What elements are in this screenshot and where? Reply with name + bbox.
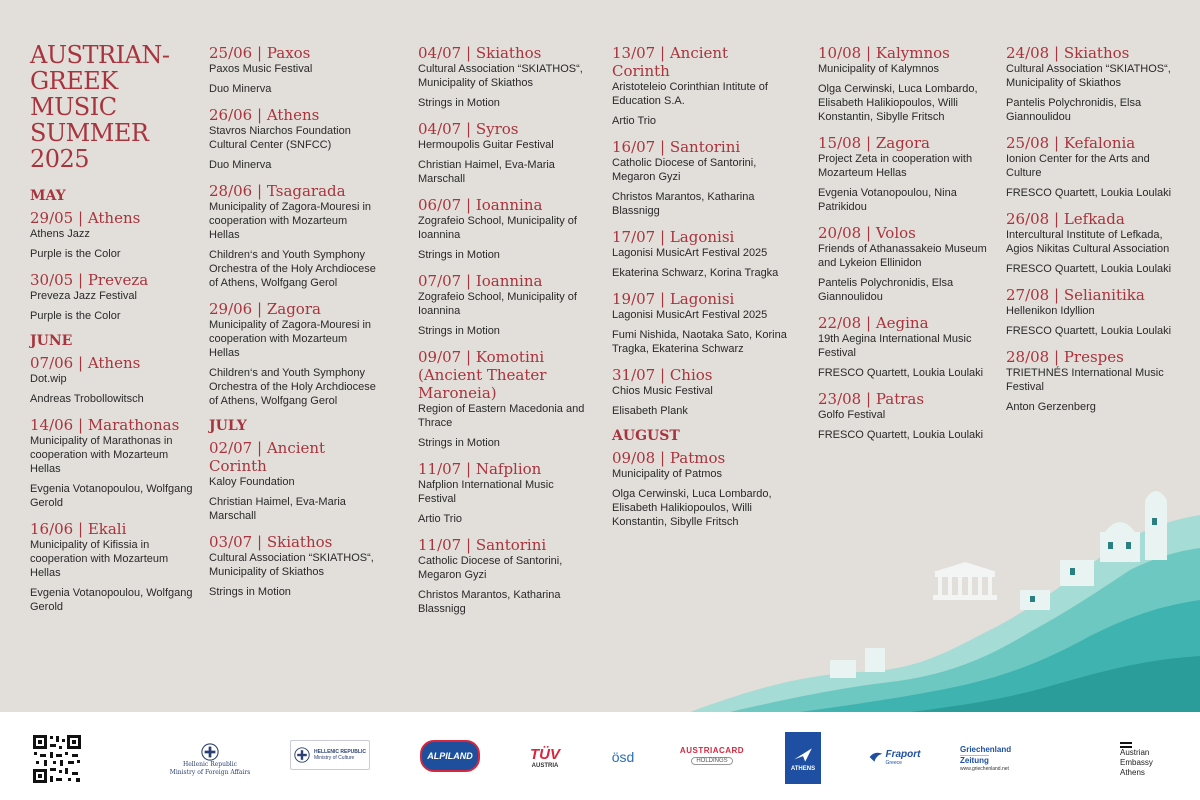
event-venue: Zografeio School, Municipality of Ioannina (418, 291, 577, 317)
event-entry (418, 348, 593, 450)
event-entry (209, 106, 379, 172)
date-separator: | (252, 300, 267, 318)
qr-code[interactable] (32, 734, 82, 784)
austriacard-sub: HOLDINGS (691, 757, 732, 765)
logo-alpiland (420, 740, 480, 772)
event-heading (30, 209, 200, 227)
event-date: 09/08 (612, 449, 656, 467)
event-heading (418, 536, 593, 554)
event-heading (418, 44, 593, 62)
event-entry (418, 44, 593, 110)
date-separator: | (461, 120, 476, 138)
event-performers: Anton Gerzenberg (1006, 401, 1096, 413)
event-entry (209, 44, 379, 96)
event-list (1006, 44, 1182, 414)
event-entry (612, 366, 790, 418)
event-venue: Paxos Music Festival (209, 63, 313, 75)
event-venue: Zografeio School, Municipality of Ioannina (418, 215, 577, 241)
date-separator: | (861, 44, 876, 62)
event-performers: Strings in Motion (418, 249, 500, 261)
event-entry (818, 44, 988, 124)
event-entry (818, 224, 988, 304)
event-date: 26/06 (209, 106, 253, 124)
event-date: 04/07 (418, 120, 462, 138)
event-entry (1006, 286, 1182, 338)
event-venue: Catholic Diocese of Santorini, Megaron Gyzi (418, 555, 563, 581)
event-performers: FRESCO Quartett, Loukia Loulaki (1006, 325, 1172, 337)
date-separator: | (461, 44, 476, 62)
event-date: 25/08 (1006, 134, 1050, 152)
logo-austriacard (680, 740, 744, 770)
event-list (612, 44, 790, 529)
event-venue: Aristoteleio Corinthian Intitute of Education S.A. (612, 81, 768, 107)
month-heading: MAY (30, 188, 66, 204)
event-venue: Cultural Association “SKIATHOS“, Municipality of Skiathos (1006, 63, 1171, 89)
event-heading (209, 533, 379, 551)
event-place: Skiathos (1063, 44, 1130, 62)
event-performers: FRESCO Quartett, Loukia Loulaki (818, 367, 984, 379)
event-date: 22/08 (818, 314, 862, 332)
embassy-line3: Athens (1120, 768, 1145, 777)
event-venue: Athens Jazz (30, 228, 90, 240)
event-performers: Duo Minerva (209, 83, 272, 95)
event-performers: Evgenia Votanopoulou, Wolfgang Gerold (30, 483, 193, 509)
event-entry (30, 271, 200, 323)
event-date: 28/08 (1006, 348, 1050, 366)
event-place: Volos (875, 224, 916, 242)
event-heading (612, 290, 790, 308)
event-venue: Municipality of Zagora-Mouresi in cooperation with Mozarteum Hellas (209, 319, 372, 359)
event-entry (1006, 348, 1182, 414)
event-place: Lefkada (1063, 210, 1125, 228)
event-heading (418, 460, 593, 478)
date-separator: | (73, 271, 88, 289)
logo-griechenland-zeitung (960, 740, 1032, 776)
event-performers: Christian Haimel, Eva-Maria Marschall (418, 159, 555, 185)
column-6 (1006, 44, 1182, 424)
event-heading (30, 354, 200, 372)
event-entry (1006, 44, 1182, 124)
fraport-brand: Fraport (885, 748, 921, 760)
event-entry (612, 138, 790, 218)
event-performers: Purple is the Color (30, 310, 121, 322)
event-date: 24/08 (1006, 44, 1050, 62)
title-line: 2025 (30, 145, 90, 173)
event-date: 23/08 (818, 390, 862, 408)
poster-title (30, 42, 200, 172)
event-date: 20/08 (818, 224, 862, 242)
event-venue: Ionion Center for the Arts and Culture (1006, 153, 1150, 179)
date-separator: | (655, 228, 670, 246)
event-entry (418, 460, 593, 526)
moc-line1: HELLENIC REPUBLIC (314, 749, 366, 755)
event-entry (1006, 134, 1182, 200)
event-place: Lagonisi (669, 290, 735, 308)
event-heading (30, 520, 200, 538)
logo-ministry-culture (290, 740, 370, 770)
embassy-line1: Austrian (1120, 748, 1150, 757)
event-performers: FRESCO Quartett, Loukia Loulaki (1006, 187, 1172, 199)
event-venue: Dot.wip (30, 373, 67, 385)
event-entry (1006, 210, 1182, 276)
event-heading (209, 182, 379, 200)
embassy-line2: Embassy (1120, 758, 1153, 767)
event-venue: Lagonisi MusicArt Festival 2025 (612, 247, 768, 259)
date-separator: | (73, 520, 88, 538)
event-performers: Christos Marantos, Katharina Blassnigg (612, 191, 755, 217)
acropolis-icon (933, 562, 997, 600)
event-heading (612, 228, 790, 246)
event-venue: TRIETHNÉS International Music Festival (1006, 367, 1164, 393)
greek-emblem-icon (294, 747, 310, 763)
event-place: Patmos (669, 449, 726, 467)
month-heading: JULY (209, 418, 247, 434)
logo-athens-airport (785, 732, 821, 784)
event-heading (418, 120, 593, 138)
logo-austrian-embassy (1120, 740, 1180, 780)
event-place: Paxos (266, 44, 311, 62)
event-venue: Municipality of Kifissia in cooperation with Mozarteum Hellas (30, 539, 169, 579)
event-venue: Municipality of Patmos (612, 468, 723, 480)
greek-emblem-icon (201, 743, 219, 761)
event-heading (1006, 134, 1182, 152)
event-date: 10/08 (818, 44, 862, 62)
event-entry (209, 182, 379, 290)
event-heading (418, 348, 593, 402)
event-date: 16/07 (612, 138, 656, 156)
event-list (818, 44, 988, 442)
event-heading (418, 196, 593, 214)
event-heading (209, 106, 379, 124)
event-place: Nafplion (475, 460, 542, 478)
event-place: Ioannina (475, 196, 543, 214)
date-separator: | (655, 138, 670, 156)
event-place: Athens (87, 354, 141, 372)
event-date: 02/07 (209, 439, 253, 457)
event-venue: Cultural Association “SKIATHOS“, Municipality of Skiathos (209, 552, 374, 578)
event-place: Ancient Corinth (209, 439, 326, 475)
event-heading (818, 224, 988, 242)
date-separator: | (861, 224, 876, 242)
event-performers: Purple is the Color (30, 248, 121, 260)
event-entry (612, 44, 790, 128)
event-date: 16/06 (30, 520, 74, 538)
event-heading (1006, 44, 1182, 62)
logo-fraport (862, 740, 926, 774)
event-venue: Municipality of Kalymnos (818, 63, 940, 75)
griechenland-url: www.griechenland.net (960, 765, 1009, 772)
event-performers: Children‘s and Youth Symphony Orchestra of the Holy Archdiocese of Athens, Wolfgang Gerol (209, 367, 376, 407)
event-date: 25/06 (209, 44, 253, 62)
logo-ministry-foreign-affairs (165, 740, 255, 780)
event-entry (209, 533, 379, 599)
date-separator: | (461, 196, 476, 214)
austriacard-brand: AUSTRIACARD (679, 745, 745, 755)
event-place: Athens (266, 106, 320, 124)
event-entry (418, 120, 593, 186)
event-heading (209, 44, 379, 62)
event-date: 06/07 (418, 196, 462, 214)
event-heading (30, 271, 200, 289)
event-date: 15/08 (818, 134, 862, 152)
event-heading (612, 366, 790, 384)
event-date: 26/08 (1006, 210, 1050, 228)
event-performers: FRESCO Quartett, Loukia Loulaki (1006, 263, 1172, 275)
date-separator: | (461, 536, 476, 554)
event-date: 07/07 (418, 272, 462, 290)
logo-tuv-austria (525, 740, 565, 774)
event-date: 03/07 (209, 533, 253, 551)
date-separator: | (861, 134, 876, 152)
event-place: Zagora (266, 300, 321, 318)
date-separator: | (461, 272, 476, 290)
date-separator: | (252, 439, 267, 457)
event-date: 07/06 (30, 354, 74, 372)
airplane-icon (792, 744, 814, 766)
event-place: Athens (87, 209, 141, 227)
event-performers: Evgenia Votanopoulou, Wolfgang Gerold (30, 587, 193, 613)
event-performers: Strings in Motion (209, 586, 291, 598)
event-date: 09/07 (418, 348, 462, 366)
event-place: Aegina (875, 314, 929, 332)
event-performers: FRESCO Quartett, Loukia Loulaki (818, 429, 984, 441)
event-place: Prespes (1063, 348, 1124, 366)
event-heading (612, 44, 790, 80)
month-heading: JUNE (30, 333, 73, 349)
event-list (418, 44, 593, 616)
date-separator: | (252, 182, 267, 200)
event-heading (818, 134, 988, 152)
date-separator: | (1049, 286, 1064, 304)
osd-text: ösd (611, 749, 635, 765)
event-place: Lagonisi (669, 228, 735, 246)
event-place: Selianitika (1063, 286, 1145, 304)
date-separator: | (655, 366, 670, 384)
event-entry (418, 196, 593, 262)
event-venue: Region of Eastern Macedonia and Thrace (418, 403, 585, 429)
event-venue: Hermoupolis Guitar Festival (418, 139, 554, 151)
event-date: 28/06 (209, 182, 253, 200)
event-place: Skiathos (475, 44, 542, 62)
column-2 (209, 44, 379, 609)
event-place: Ancient Corinth (612, 44, 729, 80)
qr-code-icon (32, 734, 82, 784)
event-place: Tsagarada (266, 182, 346, 200)
event-date: 11/07 (418, 460, 462, 478)
event-venue: Project Zeta in cooperation with Mozarteum Hellas (818, 153, 973, 179)
event-date: 13/07 (612, 44, 656, 62)
event-entry (209, 439, 379, 523)
event-entry (30, 416, 200, 510)
column-5 (818, 44, 988, 452)
event-list (30, 188, 200, 614)
event-place: Marathonas (87, 416, 180, 434)
date-separator: | (1049, 348, 1064, 366)
event-venue: Hellenikon Idyllion (1006, 305, 1095, 317)
event-venue: Intercultural Institute of Lefkada, Agios Nikitas Cultural Association (1006, 229, 1170, 255)
event-heading (418, 272, 593, 290)
event-performers: Christos Marantos, Katharina Blassnigg (418, 589, 561, 615)
event-performers: Children‘s and Youth Symphony Orchestra of the Holy Archdiocese of Athens, Wolfgang Gerol (209, 249, 376, 289)
column-1 (30, 42, 200, 624)
event-heading (209, 439, 379, 475)
event-date: 11/07 (418, 536, 462, 554)
event-venue: Kaloy Foundation (209, 476, 295, 488)
event-entry (612, 228, 790, 280)
mfa-line2: Ministry of Foreign Affairs (169, 769, 251, 776)
event-performers: Ekaterina Schwarz, Korina Tragka (612, 267, 779, 279)
event-venue: Municipality of Zagora-Mouresi in cooperation with Mozarteum Hellas (209, 201, 372, 241)
event-date: 04/07 (418, 44, 462, 62)
event-heading (209, 300, 379, 318)
event-place: Santorini (475, 536, 547, 554)
date-separator: | (1049, 210, 1064, 228)
event-performers: Pantelis Polychronidis, Elsa Giannoulidou (1006, 97, 1142, 123)
event-performers: Artio Trio (418, 513, 463, 525)
event-date: 19/07 (612, 290, 656, 308)
event-venue: Stavros Niarchos Foundation Cultural Center (SNFCC) (209, 125, 351, 151)
event-entry (30, 209, 200, 261)
event-date: 27/08 (1006, 286, 1050, 304)
event-venue: Catholic Diocese of Santorini, Megaron Gyzi (612, 157, 757, 183)
date-separator: | (1049, 44, 1064, 62)
date-separator: | (655, 449, 670, 467)
event-entry (612, 290, 790, 356)
event-place: Kalymnos (875, 44, 950, 62)
alpiland-text: ALPILAND (427, 751, 473, 761)
fraport-bird-icon (868, 749, 884, 765)
date-separator: | (252, 44, 267, 62)
event-performers: Artio Trio (612, 115, 657, 127)
date-separator: | (252, 533, 267, 551)
event-heading (30, 416, 200, 434)
fraport-sub: Greece (885, 759, 902, 766)
event-place: Patras (875, 390, 925, 408)
event-heading (818, 314, 988, 332)
event-venue: Golfo Festival (818, 409, 886, 421)
logo-osd (605, 740, 641, 774)
event-place: Ioannina (475, 272, 543, 290)
event-date: 31/07 (612, 366, 656, 384)
event-venue: Nafplion International Music Festival (418, 479, 554, 505)
griechenland-line1: Griechenland (960, 744, 1012, 754)
date-separator: | (461, 348, 476, 366)
event-venue: Friends of Athanassakeio Museum and Lykeion Ellinidon (818, 243, 987, 269)
title-line: MUSIC (30, 93, 117, 121)
date-separator: | (861, 314, 876, 332)
month-heading: AUGUST (612, 428, 680, 444)
event-entry (209, 300, 379, 408)
event-place: Komotini (Ancient Theater Maroneia) (418, 348, 547, 402)
event-date: 17/07 (612, 228, 656, 246)
tuv-sub: AUSTRIA (531, 762, 559, 769)
date-separator: | (73, 416, 88, 434)
event-entry (30, 520, 200, 614)
event-performers: Olga Cerwinski, Luca Lombardo, Elisabeth Halikiopoulos, Willi Konstantin, Sibylle Fritsch (818, 83, 978, 123)
event-entry (418, 272, 593, 338)
event-venue: Municipality of Marathonas in cooperation with Mozarteum Hellas (30, 435, 173, 475)
title-line: AUSTRIAN- (30, 41, 170, 69)
date-separator: | (1049, 134, 1064, 152)
event-place: Ekali (87, 520, 127, 538)
event-heading (818, 390, 988, 408)
title-line: SUMMER (30, 119, 149, 147)
event-performers: Andreas Trobollowitsch (30, 393, 144, 405)
event-performers: Elisabeth Plank (612, 405, 688, 417)
event-performers: Duo Minerva (209, 159, 272, 171)
event-heading (1006, 210, 1182, 228)
event-date: 30/05 (30, 271, 74, 289)
column-3 (418, 44, 593, 626)
griechenland-line2: Zeitung (960, 755, 989, 765)
event-performers: Evgenia Votanopoulou, Nina Patrikidou (818, 187, 957, 213)
event-list (209, 44, 379, 599)
event-heading (1006, 286, 1182, 304)
date-separator: | (73, 354, 88, 372)
date-separator: | (252, 106, 267, 124)
event-venue: Preveza Jazz Festival (30, 290, 137, 302)
event-date: 29/06 (209, 300, 253, 318)
event-place: Skiathos (266, 533, 333, 551)
event-venue: Lagonisi MusicArt Festival 2025 (612, 309, 768, 321)
sponsor-footer (0, 712, 1200, 800)
event-performers: Christian Haimel, Eva-Maria Marschall (209, 496, 346, 522)
event-venue: Cultural Association “SKIATHOS“, Municipality of Skiathos (418, 63, 583, 89)
event-entry (818, 390, 988, 442)
date-separator: | (655, 44, 670, 62)
event-entry (418, 536, 593, 616)
athens-airport-text: ATHENS (790, 766, 816, 772)
event-entry (818, 134, 988, 214)
event-heading (612, 138, 790, 156)
event-heading (818, 44, 988, 62)
event-date: 29/05 (30, 209, 74, 227)
title-line: GREEK (30, 67, 118, 95)
event-date: 14/06 (30, 416, 74, 434)
tuv-brand: TÜV (530, 745, 560, 763)
event-performers: Olga Cerwinski, Luca Lombardo, Elisabeth Halikiopoulos, Willi Konstantin, Sibylle Fritsch (612, 488, 772, 528)
date-separator: | (73, 209, 88, 227)
mfa-line1: Hellenic Republic (182, 761, 238, 768)
island-scenery-illustration (690, 460, 1200, 712)
event-place: Zagora (875, 134, 930, 152)
moc-line2: Ministry of Culture (314, 755, 355, 761)
event-heading (1006, 348, 1182, 366)
event-performers: Strings in Motion (418, 325, 500, 337)
event-place: Santorini (669, 138, 741, 156)
event-performers: Fumi Nishida, Naotaka Sato, Korina Tragka, Ekaterina Schwarz (612, 329, 787, 355)
event-venue: 19th Aegina International Music Festival (818, 333, 972, 359)
event-performers: Pantelis Polychronidis, Elsa Giannoulidou (818, 277, 954, 303)
event-performers: Strings in Motion (418, 97, 500, 109)
event-venue: Chios Music Festival (612, 385, 713, 397)
date-separator: | (861, 390, 876, 408)
event-place: Kefalonia (1063, 134, 1136, 152)
event-place: Syros (475, 120, 519, 138)
event-entry (30, 354, 200, 406)
date-separator: | (461, 460, 476, 478)
date-separator: | (655, 290, 670, 308)
event-performers: Strings in Motion (418, 437, 500, 449)
event-entry (818, 314, 988, 380)
event-place: Preveza (87, 271, 149, 289)
event-place: Chios (669, 366, 713, 384)
